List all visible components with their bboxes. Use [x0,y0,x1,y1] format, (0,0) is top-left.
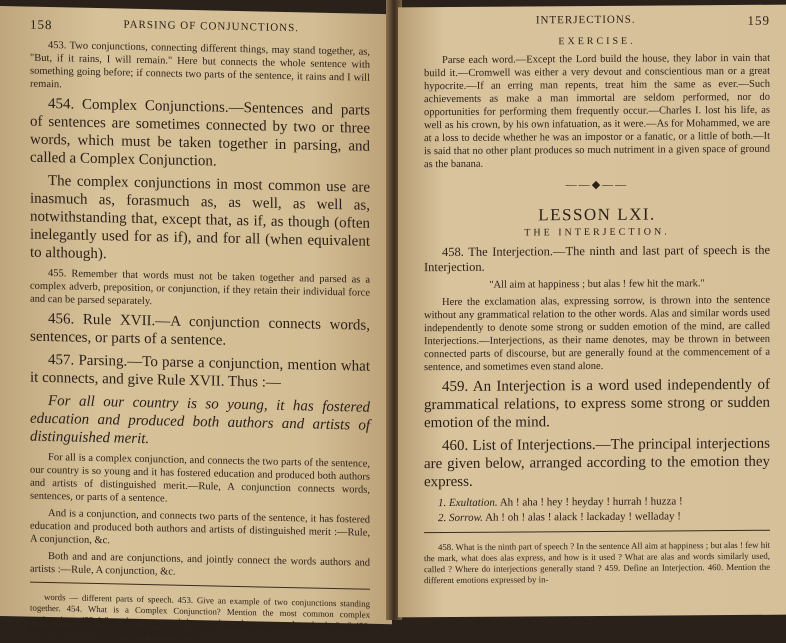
footnote-divider [424,530,770,533]
list-item-label: 2. Sorrow. [438,511,483,525]
ornament-divider: ——◆—— [565,178,629,192]
right-running-head [424,13,770,31]
parse-for-all: For all is a complex conjunction, and connects the two parts of the sentence, our country is so young and it has fostered education and produced both authors and artists of distinguished merit.—Rule, A conjunction connects words, sentences, or parts of a sentence. [30,452,370,505]
right-page-number: 159 [747,12,770,28]
list-item [438,509,770,526]
paragraph-454-complex-list: The complex conjunctions in most common use are inasmuch as, forasmuch as, as well, as well as, notwithstanding that, except that, as if, as though (often inelegantly used for as if), and for all (when equivalent to although). [30,173,370,263]
parse-and: And is a conjunction, and connects two parts of the sentence, it has fostered education and produced both authors and artists of distinguished merit :—Rule, A conjunction, &c. [30,508,370,547]
paragraph-453: 453. Two conjunctions, connecting different things, may stand together, as, "But, if it rains, I will remain." Here but connects the whole sentence with something going before; if connects two parts of the sentence, it rains and I will remain. [30,40,370,91]
list-item-text: Ah ! aha ! hey ! heyday ! hurrah ! huzza ! [499,495,683,509]
example-sentence: For all our country is so young, it has fostered education and produced both authors and artists of distinguished merit. [30,393,370,448]
left-footnote: words — different parts of speech. 453. Give an example of two conjunctions standing together. 454. What is a Complex Conjunction? Mention the most common complex conjunctions. 455. When alone may words be parsed together as a complex adverb, &c.? 456. Recite Rule XVII. 457. Learn the parsing forms. [30,591,370,638]
parse-both-and: Both and and are conjunctions, and jointly connect the words authors and artists :—Rule, A conjunction, &c. [30,551,370,578]
exercise-title: EXERCISE. [558,35,636,48]
left-page-number: 158 [30,16,53,33]
right-page [398,5,786,618]
left-page [0,6,392,638]
footnote-divider [30,582,370,590]
exercise-text: Parse each word.—Except the Lord build the house, they labor in vain that build it.—Cromwell was either a very devout and conscientious man or a great hypocrite.—If an erring man repents, treat him the same as ever.—Such achievements as make a man immortal are seldom performed, nor do opportunities for performing them frequently occur.—Charles I. lost his life, as well as his crown, by his own infatuation, as it were.—As for Mohammed, we are at a loss to decide whether he was an impostor or a fanatic, or a little of both.—It is said that no other plant produces so much nutriment in a given space of ground as the banana. [424,52,770,171]
paragraph-458: 458. The Interjection.—The ninth and last part of speech is the Interjection. [424,242,770,275]
interjection-list [438,494,770,526]
list-item-text: Ah ! oh ! alas ! alack ! lackaday ! welladay ! [485,510,681,524]
paragraph-460-list-intro: 460. List of Interjections.—The principal interjections are given below, arranged according to the emotion they express. [424,435,770,491]
left-running-head [30,17,370,40]
lesson-heading: LESSON LXI. [538,204,656,225]
paragraph-457-parsing: 457. Parsing.—To parse a conjunction, mention what it connects, and give Rule XVII. Thus :— [30,352,370,391]
list-item-label: 1. Exultation. [438,496,498,510]
lesson-subheading: THE INTERJECTION. [524,226,670,239]
paragraph-456-rule: 456. Rule XVII.—A conjunction connects words, sentences, or parts of a sentence. [30,311,370,349]
paragraph-458-explanation: Here the exclamation alas, expressing sorrow, is thrown into the sentence without any grammatical relation to the other words. Alas and similar words used independently to denote some strong or sudden emotion of the mind, are called Interjections.—Interjections, as their name denotes, may be thrown in between connected parts of discourse, but are generally found at the commencement of a sentence, and sometimes even stand alone. [424,294,770,374]
paragraph-455: 455. Remember that words must not be taken together and parsed as a complex adverb, preposition, or conjunction, if they retain their individual force and can be parsed separately. [30,268,370,308]
paragraph-454: 454. Complex Conjunctions.—Sentences and parts of sentences are sometimes connected by two or three words, which must be taken together in parsing, and called a Complex Conjunction. [30,96,370,170]
left-head-title: PARSING OF CONJUNCTIONS. [123,18,299,35]
right-footnote: 458. What is the ninth part of speech ? In the sentence All aim at happiness ; but alas ! few hit the mark, what does alas express, and how is it used ? What are alas and words similarly used, called ? Where do interjections generally stand ? 459. Define an Interjection. 460. Mention the different emotions expressed by in- [424,539,770,585]
paragraph-459-definition: 459. An Interjection is a word used independently of grammatical relations, to express some strong or sudden emotion of the mind. [424,376,770,432]
quote-happiness: "All aim at happiness ; but alas ! few hit the mark." [489,278,705,291]
right-head-title: INTERJECTIONS. [535,13,636,27]
